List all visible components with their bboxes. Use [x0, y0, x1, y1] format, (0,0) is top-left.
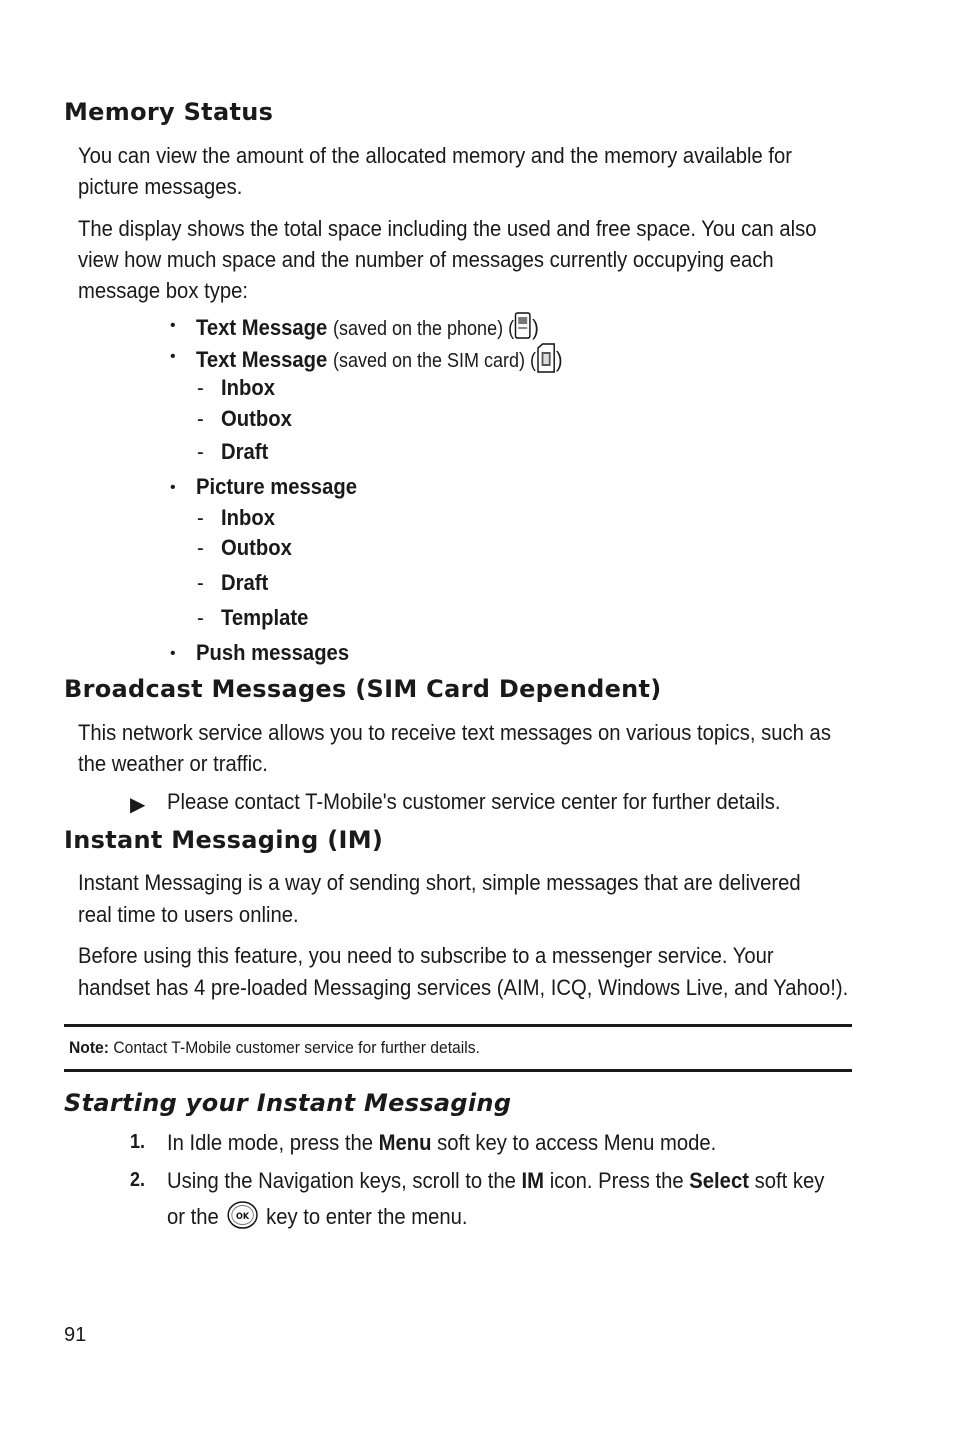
dash-mark: - — [197, 406, 204, 431]
step-2-line2 — [167, 1200, 468, 1236]
broadcast-line1: This network service allows you to receive text messages on various topics, such as — [78, 720, 831, 745]
ok-key-icon — [224, 1200, 260, 1236]
step2-text-e: soft key — [754, 1168, 825, 1193]
step-1 — [167, 1130, 716, 1156]
list-item-draft: Draft — [221, 439, 269, 464]
text-message-sim-detail: (saved on the SIM card) ( — [332, 349, 537, 372]
memory-para2-line2: view how much space and the number of messages currently occupying each — [78, 247, 774, 272]
step2-text-f: or the — [167, 1203, 219, 1229]
list-item-template: Template — [221, 605, 309, 630]
step2-text-g: key to enter the menu. — [266, 1203, 468, 1229]
im-label: IM — [521, 1168, 545, 1193]
text-message-phone-detail: (saved on the phone) ( — [332, 317, 515, 340]
note-label: Note: — [69, 1038, 109, 1057]
note-top-rule — [64, 1024, 852, 1027]
dash-mark: - — [197, 570, 204, 595]
step2-text-a: Using the Navigation keys, scroll to the — [167, 1168, 516, 1193]
phone-memory-icon — [514, 312, 532, 346]
memory-para2-line1: The display shows the total space including the used and free space. You can also — [78, 216, 817, 241]
dash-mark: - — [197, 605, 204, 630]
sim-card-icon — [536, 343, 556, 379]
step1-text-a: In Idle mode, press the — [167, 1130, 374, 1155]
step-number: 2. — [130, 1169, 146, 1191]
heading-broadcast: Broadcast Messages (SIM Card Dependent) — [64, 675, 662, 703]
bullet-mark: • — [170, 348, 176, 365]
bullet-mark: • — [170, 645, 176, 662]
select-key-label: Select — [689, 1168, 749, 1193]
dash-mark: - — [197, 505, 204, 530]
im-para2-line2: handset has 4 pre-loaded Messaging services (AIM, ICQ, Windows Live, and Yahoo!). — [78, 975, 849, 1000]
note-text: Contact T-Mobile customer service for further details. — [113, 1038, 480, 1057]
memory-para2-line3: message box type: — [78, 278, 248, 303]
im-para1-line1: Instant Messaging is a way of sending short, simple messages that are delivered — [78, 870, 801, 895]
heading-starting-im: Starting your Instant Messaging — [64, 1089, 512, 1117]
list-item-picture-message: Picture message — [196, 474, 357, 499]
step-2-line1 — [167, 1168, 824, 1194]
memory-para1-line2: picture messages. — [78, 174, 243, 199]
list-item-text-message-phone — [196, 312, 539, 346]
list-item-inbox: Inbox — [221, 505, 275, 530]
dash-mark: - — [197, 439, 204, 464]
close-paren: ) — [532, 314, 539, 340]
bullet-mark: • — [170, 479, 176, 496]
list-item-draft: Draft — [221, 570, 269, 595]
text-message-label: Text Message — [196, 314, 328, 340]
step2-text-c: icon. Press the — [549, 1168, 684, 1193]
close-paren: ) — [555, 346, 563, 372]
im-para1-line2: real time to users online. — [78, 902, 299, 927]
note-bottom-rule — [64, 1069, 852, 1072]
dash-mark: - — [197, 535, 204, 560]
memory-para1-line1: You can view the amount of the allocated memory and the memory available for — [78, 143, 793, 168]
list-item-push-messages: Push messages — [196, 640, 350, 665]
bullet-mark: • — [170, 317, 176, 334]
step-number: 1. — [130, 1131, 146, 1153]
list-item-text-message-sim — [196, 343, 563, 379]
step1-text-c: soft key to access Menu mode. — [437, 1130, 717, 1155]
menu-key-label: Menu — [378, 1130, 432, 1155]
note — [69, 1038, 480, 1058]
ok-key-label: OK — [235, 1211, 250, 1223]
text-message-label: Text Message — [196, 346, 328, 372]
dash-mark: - — [197, 375, 204, 400]
list-item-outbox: Outbox — [221, 535, 292, 560]
page-number: 91 — [64, 1324, 87, 1346]
broadcast-line2: the weather or traffic. — [78, 751, 268, 776]
heading-memory-status: Memory Status — [64, 98, 274, 126]
arrow-icon: ▶ — [130, 794, 146, 816]
list-item-outbox: Outbox — [221, 406, 292, 431]
heading-instant-messaging: Instant Messaging (IM) — [64, 826, 384, 854]
broadcast-tip: Please contact T-Mobile's customer service center for further details. — [167, 789, 781, 814]
list-item-inbox: Inbox — [221, 375, 275, 400]
im-para2-line1: Before using this feature, you need to subscribe to a messenger service. Your — [78, 943, 774, 968]
